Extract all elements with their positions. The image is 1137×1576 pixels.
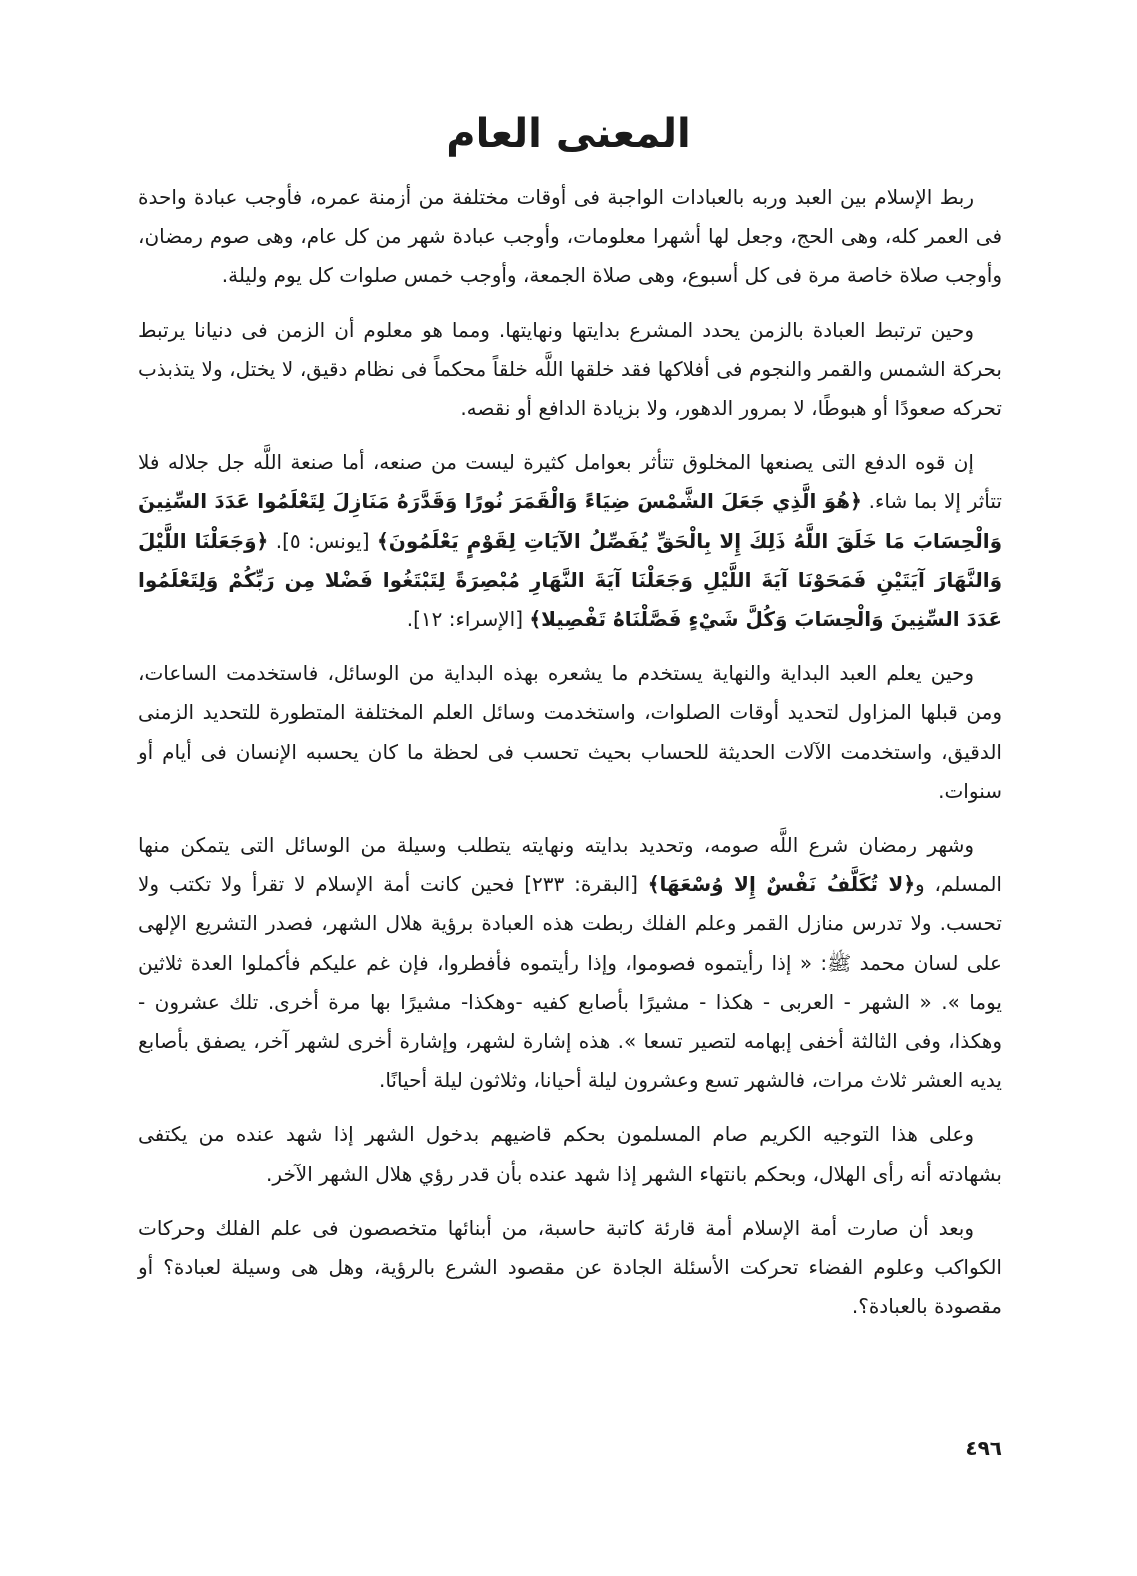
paragraph-5 <box>138 826 1002 1100</box>
verse-reference-yunus: [يونس: ٥]. <box>275 528 370 553</box>
paragraph-1: ربط الإسلام بين العبد وربه بالعبادات الواجبة فى أوقات مختلفة من أزمنة عمره، فأوجب عبادة واحدة فى العمر كله، وهى الحج، وجعل لها أشهرا معلومات، وأوجب عبادة شهر من كل عام، وهى صوم رمضان، وأوجب صلاة خاصة مرة فى كل أسبوع، وهى صلاة الجمعة، وأوجب خمس صلوات كل يوم وليلة. <box>138 185 1002 288</box>
paragraph-2: وحين ترتبط العبادة بالزمن يحدد المشرع بدايتها ونهايتها. ومما هو معلوم أن الزمن فى دنيانا يرتبط بحركة الشمس والقمر والنجوم فى أفلاكها فقد خلقها اللَّه خلقاً محكماً فى نظام دقيق، لا يختل، ولا يتذبذب تحركه صعودًا أو هبوطًا، لا بمرور الدهور، ولا بزيادة الدافع أو نقصه. <box>138 317 1002 421</box>
paragraph-6: وعلى هذا التوجيه الكريم صام المسلمون بحكم قاضيهم بدخول الشهر إذا شهد عنده من يكتفى بشهادته أنه رأى الهلال، وبحكم بانتهاء الشهر إذا شهد عنده بأن قدر رؤي هلال الشهر الآخر. <box>138 1122 1002 1186</box>
paragraph-5-rest: [البقرة: ٢٣٣] فحين كانت أمة الإسلام لا تقرأ ولا تكتب ولا تحسب. ولا تدرس منازل القمر وعلم الفلك ربطت هذه العبادة برؤية هلال الشهر، فصدر التشريع الإلهى على لسان محمد ﷺ: « إذا رأيتموه فصوموا، وإذا رأيتموه فأفطروا، فإن غم عليكم فأكملوا العدة ثلاثين يوما ». « الشهر - العربى - هكذا - مشيرًا بأصابع كفيه -وهكذا- مشيرًا بها مرة أخرى. تلك عشرون - وهكذا، وفى الثالثة أخفى إبهامه لتصير تسعا ». هذه إشارة لشهر، وإشارة أخرى لشهر آخر، يصفق بأصابع يديه العشر ثلاث مرات، فالشهر تسع وعشرون ليلة أحيانا، وثلاثون ليلة أحيانًا. <box>138 872 1002 1093</box>
body-text <box>138 178 1002 1341</box>
paragraph-7: وبعد أن صارت أمة الإسلام أمة قارئة كاتبة حاسبة، من أبنائها متخصصون فى علم الفلك وحركات الكواكب وعلوم الفضاء تحركت الأسئلة الجادة عن مقصود الشرع بالرؤية، وهل هى وسيلة لعبادة؟ أو مقصودة بالعبادة؟. <box>138 1215 1002 1319</box>
page-number: ٤٩٦ <box>965 1436 1002 1460</box>
paragraph-4: وحين يعلم العبد البداية والنهاية يستخدم ما يشعره بهذه البداية من الوسائل، فاستخدمت الساعات، ومن قبلها المزاول لتحديد أوقات الصلوات، واستخدمت وسائل العلم المختلفة المتطورة للتحديد الزمنى الدقيق، واستخدمت الآلات الحديثة للحساب بحيث تحسب فى لحظة ما كان يحسبه الإنسان فى أيام أو سنوات. <box>138 661 1002 803</box>
page-title: المعنى العام <box>446 111 691 157</box>
quran-verse-yunus: ﴿هُوَ الَّذِي جَعَلَ الشَّمْسَ ضِيَاءً وَالْقَمَرَ نُورًا وَقَدَّرَهُ مَنَازِلَ لِتَعْلَمُوا عَدَدَ السِّنِينَ وَالْحِسَابَ مَا خَلَقَ اللَّهُ ذَلِكَ إِلا بِالْحَقِّ يُفَصِّلُ الآيَاتِ لِقَوْمٍ يَعْلَمُونَ﴾ <box>138 489 1003 553</box>
quran-verse-isra: ﴿وَجَعَلْنَا اللَّيْلَ وَالنَّهَارَ آيَتَيْنِ فَمَحَوْنَا آيَةَ اللَّيْلِ وَجَعَلْنَا آيَةَ النَّهَارِ مُبْصِرَةً لِتَبْتَغُوا فَضْلا مِن رَبِّكُمْ وَلِتَعْلَمُوا عَدَدَ السِّنِينَ وَالْحِسَابَ وَكُلَّ شَيْءٍ فَصَّلْنَاهُ تَفْصِيلا﴾ <box>138 528 1002 632</box>
quran-verse-baqarah: ﴿لا تُكَلَّفُ نَفْسٌ إِلا وُسْعَهَا﴾ <box>647 872 916 897</box>
paragraph-3-intro: إن قوه الدفع التى يصنعها المخلوق تتأثر بعوامل كثيرة ليست من صنعه، أما صنعة اللَّه جل جلاله فلا تتأثر إلا بما شاء. <box>138 450 1002 514</box>
verse-reference-isra: [الإسراء: ١٢]. <box>406 607 523 632</box>
paragraph-5-intro: وشهر رمضان شرع اللَّه صومه، وتحديد بدايته ونهايته يتطلب وسيلة من الوسائل التى يتمكن منها المسلم، و <box>138 833 1002 897</box>
paragraph-3 <box>138 443 1002 639</box>
